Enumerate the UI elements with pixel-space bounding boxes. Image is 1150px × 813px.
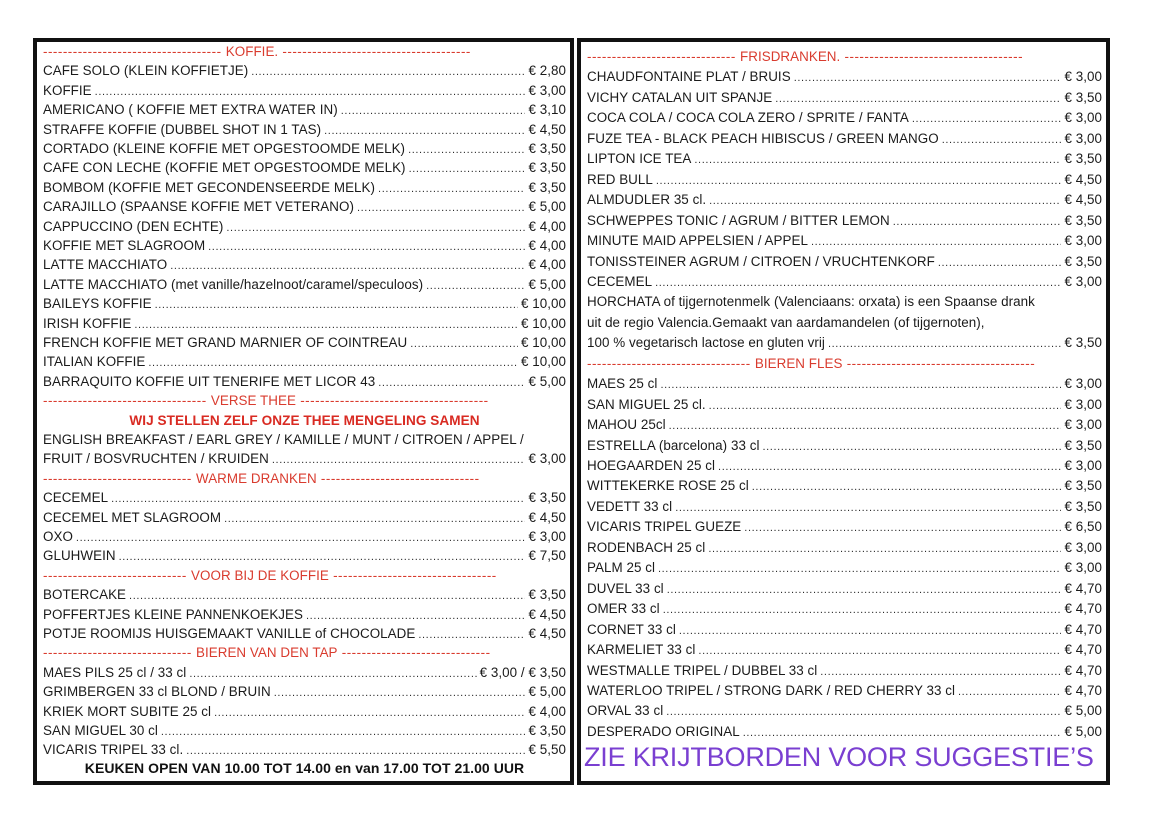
menu-item-name: MAES PILS 25 cl / 33 cl [43,664,187,680]
menu-item-name: BARRAQUITO KOFFIE UIT TENERIFE MET LICOR 43 [43,373,376,389]
menu-item-name: MAHOU 25cl [587,417,666,433]
menu-item-name: SCHWEPPES TONIC / AGRUM / BITTER LEMON [587,212,890,228]
menu-item-price: € 3,50 [528,179,566,195]
menu-item-price: € 4,70 [1064,662,1102,678]
menu-item-price: € 2,80 [528,63,566,79]
menu-item-name: CAFE SOLO (KLEIN KOFFIETJE) [43,63,249,79]
menu-item-name: CAFE CON LECHE (KOFFIE MET OPGESTOOMDE MELK) [43,160,406,176]
menu-item-name: CORNET 33 cl [587,621,676,637]
bieren-fles-header [587,354,1102,373]
leader-dots [378,180,525,199]
menu-item-price: € 3,00 [1064,69,1102,85]
menu-item-name: CECEMEL [587,273,653,289]
leader-dots [666,703,1061,722]
menu-item-price: € 4,00 [528,703,566,719]
menu-item [43,294,566,315]
menu-item [587,599,1102,620]
menu-item-name: LATTE MACCHIATO (met vanille/hazelnoot/caramel/speculoos) [43,276,424,292]
menu-item-name: ESTRELLA (barcelona) 33 cl [587,437,760,453]
menu-item-price: € 5,50 [528,742,566,758]
menu-item-price: € 3,00 [1064,273,1102,289]
leader-dots [675,499,1061,518]
menu-item [43,120,566,141]
leader-dots [410,335,518,354]
menu-item-name: POFFERTJES KLEINE PANNENKOEKJES [43,606,304,622]
menu-item-name: LATTE MACCHIATO [43,257,168,273]
menu-item-name: VICARIS TRIPEL GUEZE [587,519,742,535]
menu-item-price: € 4,00 [528,238,566,253]
menu-item-price: € 10,00 [520,296,566,312]
menu-item-price: € 4,00 [528,218,566,234]
leader-dots [658,560,1061,579]
menu-item-name: WATERLOO TRIPEL / STRONG DARK / RED CHERRY 33 cl [587,682,955,698]
leader-dots [119,548,526,567]
section-title: BIEREN VAN DEN TAP [196,645,338,661]
menu-item [587,681,1102,702]
leader-dots [709,397,1062,416]
menu-item [43,663,566,684]
menu-item-price: € 4,70 [1064,642,1102,658]
menu-item-price: € 3,00 [1064,560,1102,576]
leader-dots [189,665,476,684]
menu-item [43,721,566,742]
menu-item [587,395,1102,416]
leader-dots [709,192,1061,211]
frisdranken-header [587,47,1102,66]
menu-item-price: € 4,50 [1064,192,1102,208]
section-title: KOFFIE. [225,44,279,59]
menu-item-name: ALMDUDLER 35 cl. [587,192,707,208]
leader-dots [893,213,1062,232]
menu-item-price: € 3,50 [1064,89,1102,105]
menu-item-price: € 3,50 [528,141,566,156]
menu-item-name: STRAFFE KOFFIE (DUBBEL SHOT IN 1 TAS) [43,121,322,137]
menu-item-price: € 4,50 [528,509,566,525]
leader-dots [708,540,1061,559]
menu-item-name: ITALIAN KOFFIE [43,354,146,370]
leader-dots [669,417,1062,436]
menu-item-name: HOEGAARDEN 25 cl [587,458,716,473]
menu-item [43,449,566,470]
header-rule-right: -------------------------------------- [278,44,471,59]
header-rule-left: ------------------------------ [43,645,196,661]
leader-dots [95,83,526,102]
horchata-description-1: HORCHATA of tijgernotenmelk (Valenciaans: orxata) is een Spaanse drank [587,294,1035,310]
menu-item [43,508,566,529]
menu-item-name: SAN MIGUEL 25 cl. [587,396,706,412]
thee-note: WIJ STELLEN ZELF ONZE THEE MENGELING SAMEN [129,412,480,428]
menu-item [587,415,1102,436]
leader-dots [775,90,1061,109]
leader-dots [820,663,1061,682]
leader-dots [148,354,518,373]
menu-item-price: € 4,70 [1064,621,1102,637]
leader-dots [794,69,1062,88]
menu-item-price: € 3,50 [1064,498,1102,514]
menu-item-price: € 5,00 [1064,703,1102,719]
menu-item [43,255,566,276]
menu-item-name: WESTMALLE TRIPEL / DUBBEL 33 cl [587,662,818,678]
menu-item [43,217,566,238]
menu-item-price: € 3,50 [1064,335,1102,351]
menu-item-name: ORVAL 33 cl [587,703,664,719]
header-rule-right: -------------------------------------- [842,355,1036,371]
menu-item-name: BAILEYS KOFFIE [43,296,152,312]
leader-dots [251,63,525,82]
menu-item-name: KRIEK MORT SUBITE 25 cl [43,703,212,719]
menu-item-price: € 5,00 [1064,723,1102,739]
leader-dots [752,478,1062,497]
voor-bij-de-koffie-header [43,566,566,585]
menu-item [587,231,1102,252]
menu-item [587,149,1102,170]
section-title: VOOR BIJ DE KOFFIE [191,567,329,583]
leader-dots [718,458,1061,477]
menu-item-price: € 5,00 [528,684,566,700]
leader-dots [378,374,525,393]
menu-item-price: € 3,50 [528,723,566,738]
menu-item [43,488,566,509]
menu-item [43,100,566,121]
menu-item-price: € 3,00 [1064,458,1102,473]
menu-item-name: GRIMBERGEN 33 cl BLOND / BRUIN [43,684,271,700]
menu-item-price: € 5,00 [528,199,566,215]
menu-item-name: MAES 25 cl [587,376,658,392]
menu-item [43,546,566,567]
menu-item [43,197,566,218]
menu-item [43,178,566,199]
menu-item-name: CHAUDFONTAINE PLAT / BRUIS [587,69,791,85]
section-title: BIEREN FLES [754,355,843,371]
leader-dots [409,160,526,179]
menu-item [587,211,1102,232]
leader-dots [958,683,1061,702]
menu-item-price: € 3,00 [1064,539,1102,555]
menu-item-price: € 4,70 [1064,580,1102,596]
horchata-description-2: uit de regio Valencia.Gemaakt van aardamandelen (of tijgernoten), [587,314,985,330]
menu-item-price: € 3,50 [1064,253,1102,269]
leader-dots [663,601,1062,620]
left-menu-panel [33,38,574,785]
header-rule-right: ------------------------------ [337,645,491,661]
menu-item-name: DESPERADO ORIGINAL [587,723,740,739]
menu-item-name: LIPTON ICE TEA [587,151,692,167]
menu-item-price: € 3,50 [1064,437,1102,453]
menu-item-price: € 10,00 [520,315,566,331]
menu-item-price: € 3,00 / € 3,50 [479,664,566,680]
header-rule-left: ----------------------------- [43,567,192,583]
menu-item-price: € 3,50 [1064,478,1102,494]
menu-item-name: RODENBACH 25 cl [587,539,706,555]
menu-item [43,352,566,373]
menu-item-price: € 10,00 [520,354,566,370]
leader-dots [208,238,525,257]
menu-item-name: KOFFIE MET SLAGROOM [43,238,206,253]
menu-item [587,333,1102,354]
menu-item [587,722,1102,743]
leader-dots [828,335,1062,354]
menu-item [587,436,1102,457]
warme-dranken-header [43,469,566,488]
leader-dots [357,199,525,218]
menu-item-name: OMER 33 cl [587,601,660,617]
suggestie-note: ZIE KRIJTBORDEN VOOR SUGGESTIE’S [584,742,1094,772]
menu-item-name: POTJE ROOMIJS HUISGEMAAKT VANILLE of CHOCOLADE [43,626,416,641]
leader-dots [656,172,1062,191]
menu-item [587,456,1102,477]
menu-item-name: CECEMEL [43,490,109,506]
leader-dots [938,254,1062,273]
keuken-open-note: KEUKEN OPEN VAN 10.00 TOT 14.00 en van 17.00 TOT 21.00 UUR [84,759,525,776]
menu-item-name: CECEMEL MET SLAGROOM [43,509,222,525]
header-rule-right: -------------------------------- [316,470,480,486]
menu-item-price: € 3,50 [1064,151,1102,167]
bieren-van-den-tap-header [43,643,566,662]
menu-item-name: CAPPUCCINO (DEN ECHTE) [43,218,224,234]
menu-item-price: € 3,00 [1064,417,1102,433]
menu-item [587,538,1102,559]
menu-item [43,527,566,548]
menu-item-name: BOTERCAKE [43,587,127,603]
leader-dots [224,510,525,529]
leader-dots [272,451,526,470]
menu-item [587,640,1102,661]
menu-item-name: DUVEL 33 cl [587,580,664,596]
menu-item-price: € 5,00 [528,373,566,389]
menu-item-name: WITTEKERKE ROSE 25 cl [587,478,749,494]
leader-dots [161,723,526,742]
menu-item-price: € 3,50 [528,587,566,603]
leader-dots [763,438,1062,457]
menu-item-name: CARAJILLO (SPAANSE KOFFIE MET VETERANO) [43,199,354,215]
header-rule-right: --------------------------------- [328,567,497,583]
leader-dots [744,519,1061,538]
menu-item-name: FRENCH KOFFIE MET GRAND MARNIER OF COINTREAU [43,335,408,350]
menu-item [587,252,1102,273]
menu-item-price: € 10,00 [520,335,566,350]
menu-item-name: KARMELIET 33 cl [587,642,696,658]
menu-item-price: € 3,00 [528,451,566,467]
menu-item [587,108,1102,129]
menu-item-name: AMERICANO ( KOFFIE MET EXTRA WATER IN) [43,102,338,118]
menu-item-name: VICHY CATALAN UIT SPANJE [587,89,773,105]
menu-item-price: € 3,10 [528,102,566,118]
leader-dots [274,684,526,703]
leader-dots [155,296,518,315]
menu-item-price: € 4,50 [528,626,566,641]
menu-item [43,139,566,160]
menu-item [43,158,566,179]
menu-item-price: € 3,50 [528,490,566,506]
menu-item-price: € 3,00 [1064,110,1102,126]
leader-dots [341,102,526,121]
menu-item-price: € 5,00 [528,276,566,292]
menu-item-price: € 4,50 [528,606,566,622]
menu-item [587,517,1102,538]
menu-item [43,61,566,82]
menu-item [43,314,566,335]
leader-dots [170,257,525,276]
menu-item [587,579,1102,600]
menu-item [587,701,1102,722]
leader-dots [698,642,1061,661]
menu-item [43,605,566,626]
menu-item-name: COCA COLA / COCA COLA ZERO / SPRITE / FANTA [587,110,909,126]
menu-item-price: € 3,00 [1064,376,1102,392]
menu-item-name: CORTADO (KLEINE KOFFIE MET OPGESTOOMDE MELK) [43,141,406,156]
thee-description: ENGLISH BREAKFAST / EARL GREY / KAMILLE / MUNT / CITROEN / APPEL / [43,432,524,447]
menu-item-price: € 4,00 [528,257,566,273]
leader-dots [129,587,525,606]
menu-item-price: € 3,00 [1064,130,1102,146]
leader-dots [811,233,1061,252]
leader-dots [76,529,526,548]
header-rule-left: --------------------------------- [587,355,755,371]
menu-item-name: MINUTE MAID APPELSIEN / APPEL [587,233,808,249]
leader-dots [743,724,1062,743]
leader-dots [694,151,1061,170]
leader-dots [214,704,525,723]
menu-item-name: IRISH KOFFIE [43,315,132,331]
menu-item-name: BOMBOM (KOFFIE MET GECONDENSEERDE MELK) [43,179,376,195]
menu-item-price: € 3,00 [528,529,566,544]
header-rule-left: --------------------------------- [43,393,211,409]
menu-item-name: FUZE TEA - BLACK PEACH HIBISCUS / GREEN MANGO [587,130,939,146]
menu-item-price: € 4,50 [528,121,566,137]
menu-item-name: RED BULL [587,171,653,187]
section-title: FRISDRANKEN. [740,49,841,64]
menu-item [43,372,566,393]
menu-item-name: VICARIS TRIPEL 33 cl. [43,742,184,758]
menu-item [43,333,566,354]
menu-item [587,497,1102,518]
menu-item-price: € 3,00 [1064,233,1102,249]
menu-item [43,624,566,645]
koffie-header [43,42,566,61]
leader-dots [408,141,525,160]
menu-item [587,374,1102,395]
leader-dots [912,110,1062,129]
header-rule-left: ------------------------------------ [43,44,226,59]
menu-item-price: € 6,50 [1064,519,1102,535]
menu-item [587,88,1102,109]
menu-item [587,476,1102,497]
menu-item [587,558,1102,579]
menu-item-price: € 3,00 [1064,396,1102,412]
menu-item [43,236,566,257]
leader-dots [426,277,525,296]
menu-item-price: € 4,70 [1064,682,1102,698]
menu-item-name: VEDETT 33 cl [587,498,673,514]
leader-dots [660,376,1061,395]
leader-dots [111,490,525,509]
section-title: VERSE THEE [210,393,296,409]
menu-item [43,702,566,723]
menu-item [587,272,1102,293]
menu-item-name: TONISSTEINER AGRUM / CITROEN / VRUCHTENKORF [587,253,935,269]
leader-dots [324,122,525,141]
header-rule-right: -------------------------------------- [295,393,489,409]
menu-item [43,682,566,703]
menu-item-name: GLUHWEIN [43,548,116,564]
leader-dots [655,274,1061,293]
menu-item [587,129,1102,150]
menu-item-name: OXO [43,529,73,544]
right-menu-panel [577,38,1110,785]
menu-item [43,585,566,606]
header-rule-left: ------------------------------ [587,49,740,64]
menu-item-price: € 3,50 [1064,212,1102,228]
menu-item [43,275,566,296]
header-rule-right: ------------------------------------ [840,49,1024,64]
leader-dots [418,626,525,645]
menu-item [587,190,1102,211]
menu-item-price: € 4,70 [1064,601,1102,617]
leader-dots [226,219,525,238]
leader-dots [134,316,518,335]
leader-dots [679,622,1062,641]
menu-item [587,67,1102,88]
leader-dots [942,131,1062,150]
menu-item-name: 100 % vegetarisch lactose en gluten vrij [587,335,825,351]
menu-item-name: FRUIT / BOSVRUCHTEN / KRUIDEN [43,451,269,467]
verse-thee-header [43,391,566,410]
header-rule-left: ------------------------------ [43,470,196,486]
leader-dots [667,581,1062,600]
menu-item [587,620,1102,641]
menu-item [587,170,1102,191]
menu-item-name: KOFFIE [43,82,92,98]
menu-item [587,661,1102,682]
menu-item-price: € 7,50 [528,548,566,564]
menu-item-name: SAN MIGUEL 30 cl [43,723,158,738]
leader-dots [306,607,525,626]
menu-item [43,81,566,102]
menu-item-name: PALM 25 cl [587,560,655,576]
menu-item-price: € 3,50 [528,160,566,176]
menu-item-price: € 3,00 [528,82,566,98]
menu-item-price: € 4,50 [1064,171,1102,187]
section-title: WARME DRANKEN [196,470,317,486]
